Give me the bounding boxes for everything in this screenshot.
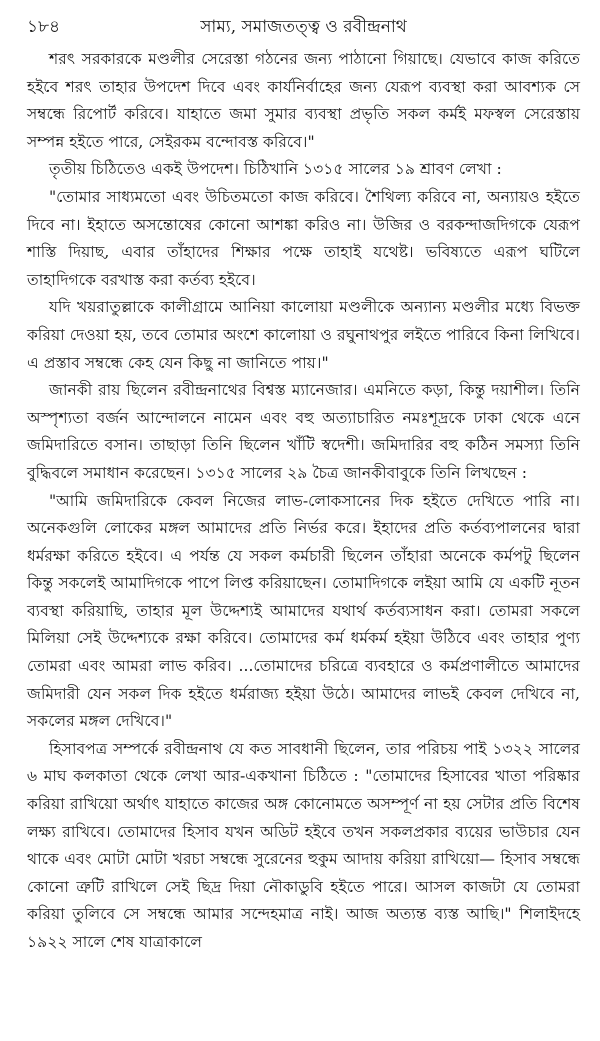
paragraph: শরৎ সরকারকে মণ্ডলীর সেরেস্তা গঠনের জন্য পাঠানো গিয়াছে। যেভাবে কাজ করিতে হইবে শরৎ তাহার উপদেশ দিবে এবং কার্যনির্বাহের জন্য যেরূপ ব্যবস্থা করা আবশ্যক সে সম্বন্ধে রিপোর্ট করিবে। যাহাতে জমা সুমার ব্যবস্থা প্রভৃতি সকল কর্মই মফস্বল সেরেস্তায় সম্পন্ন হইতে পারে, সেইরকম বন্দোবস্ত করিবে।" (27, 50, 580, 151)
paragraph: "আমি জমিদারিকে কেবল নিজের লাভ-লোকসানের দিক হইতে দেখিতে পারি না। অনেকগুলি লোকের মঙ্গল আমাদের প্রতি নির্ভর করে। ইহাদের প্রতি কর্তব্যপালনের দ্বারা ধর্মরক্ষা করিতে হইবে। এ পর্যন্ত যে সকল কর্মচারী ছিলেন তাঁহারা অনেকে কর্মপটু ছিলেন কিন্তু সকলেই আমাদিগকে পাপে লিপ্ত করিয়াছেন। তোমাদিগকে লইয়া আমি যে একটি নূতন ব্যবস্থা করিয়াছি, তাহার মূল উদ্দেশ্যই আমাদের যথার্থ কর্তব্যসাধন করা। তোমরা সকলে মিলিয়া সেই উদ্দেশ্যকে রক্ষা করিবে। তোমাদের কর্ম ধর্মকর্ম হইয়া উঠিবে এবং তাহার পুণ্য তোমরা এবং আমরা লাভ করিব। ...তোমাদের চরিত্রে ব্যবহারে ও কর্মপ্রণালীতে আমাদের জমিদারী যেন সকল দিক হইতে ধর্মরাজ্য হইয়া উঠে। আমাদের লাভই কেবল দেখিবে না, সকলের মঙ্গল দেখিবে।" (27, 491, 580, 731)
page-header (27, 0, 580, 46)
paragraph: যদি খয়রাতুল্লাকে কালীগ্রামে আনিয়া কালোয়া মণ্ডলীকে অন্যান্য মণ্ডলীর মধ্যে বিভক্ত করিয়া দেওয়া হয়, তবে তোমার অংশে কালোয়া ও রঘুনাথপুর লইতে পারিবে কিনা লিখিবে। এ প্রস্তাব সম্বন্ধে কেহ যেন কিছু না জানিতে পায়।" (27, 298, 580, 372)
paragraph: "তোমার সাধ্যমতো এবং উচিতমতো কাজ করিবে। শৈথিল্য করিবে না, অন্যায়ও হইতে দিবে না। ইহাতে অসন্তোষের কোনো আশঙ্কা করিও না। উজির ও বরকন্দাজদিগকে যেরূপ শাস্তি দিয়াছ, এবার তাঁহাদের শিক্ষার পক্ষে তাহাই যথেষ্ট। ভবিষ্যতে এরূপ ঘটিলে তাহাদিগকে বরখাস্ত করা কর্তব্য হইবে। (27, 187, 580, 289)
page-number: ১৮৪ (27, 17, 61, 37)
body-text (27, 46, 580, 957)
paragraph: জানকী রায় ছিলেন রবীন্দ্রনাথের বিশ্বস্ত ম্যানেজার। এমনিতে কড়া, কিন্তু দয়াশীল। তিনি অস্পৃশ্যতা বর্জন আন্দোলনে নামেন এবং বহু অত্যাচারিত নমঃশূদ্রকে ঢাকা থেকে এনে জমিদারিতে বসান। তাছাড়া তিনি ছিলেন খাঁটি স্বদেশী। জমিদারির বহু কঠিন সমস্যা তিনি বুদ্ধিবলে সমাধান করেছেন। ১৩১৫ সালের ২৯ চৈত্র জানকীবাবুকে তিনি লিখছেন : (27, 381, 580, 482)
paragraph: হিসাবপত্র সম্পর্কে রবীন্দ্রনাথ যে কত সাবধানী ছিলেন, তার পরিচয় পাই ১৩২২ সালের ৬ মাঘ কলকাতা থেকে লেখা আর-একখানা চিঠিতে : "তোমাদের হিসাবের খাতা পরিষ্কার করিয়া রাখিয়ো অর্থাৎ যাহাতে কাজের অঙ্গ কোনোমতে অসম্পূর্ণ না হয় সেটার প্রতি বিশেষ লক্ষ্য রাখিবে। তোমাদের হিসাব যখন অডিট হইবে তখন সকলপ্রকার ব্যয়ের ভাউচার যেন থাকে এবং মোটা মোটা খরচা সম্বন্ধে সুরেনের হুকুম আদায় করিয়া রাখিয়ো— হিসাব সম্বন্ধে কোনো ত্রুটি রাখিলে সেই ছিদ্র দিয়া নৌকাডুবি হইতে পারে। আসল কাজটা যে তোমরা করিয়া তুলিবে সে সম্বন্ধে আমার সন্দেহমাত্র নাই। আজ অত্যন্ত ব্যস্ত আছি।" শিলাইদহে ১৯২২ সালে শেষ যাত্রাকালে (27, 739, 580, 951)
running-title: সাম্য, সমাজতত্ত্ব ও রবীন্দ্রনাথ (200, 17, 407, 37)
paragraph: তৃতীয় চিঠিতেও একই উপদেশ। চিঠিখানি ১৩১৫ সালের ১৯ শ্রাবণ লেখা : (49, 160, 502, 179)
book-page (27, 0, 580, 1041)
